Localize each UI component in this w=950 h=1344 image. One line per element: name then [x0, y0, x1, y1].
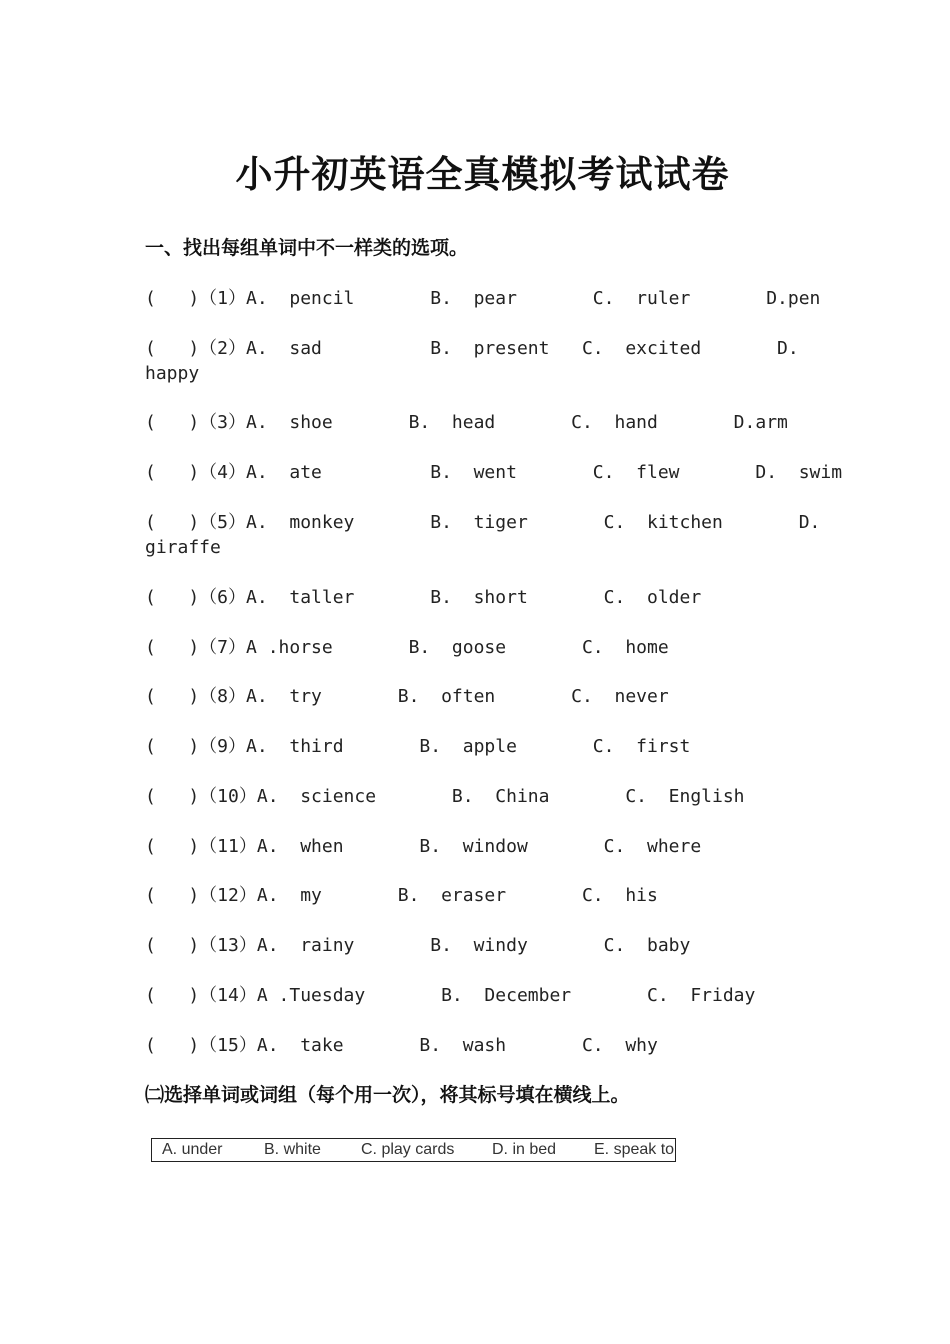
word-bank-item: A. under	[162, 1141, 223, 1158]
section-2-heading: ㈡选择单词或词组（每个用一次），将其标号填在横线上。	[145, 1084, 630, 1106]
page-title: 小升初英语全真模拟考试试卷	[235, 152, 730, 196]
question-row: ( )（9）A. third B. apple C. first	[145, 736, 691, 757]
question-row: ( )（4）A. ate B. went C. flew D. swim	[145, 462, 843, 483]
question-row: ( )（13）A. rainy B. windy C. baby	[145, 935, 691, 956]
word-bank-item: E. speak to	[594, 1141, 675, 1158]
word-bank-item: B. white	[264, 1141, 321, 1158]
question-row: ( )（14）A .Tuesday B. December C. Friday	[145, 985, 756, 1006]
question-row: ( )（3）A. shoe B. head C. hand D.arm	[145, 412, 788, 433]
question-row: ( )（11）A. when B. window C. where	[145, 836, 702, 857]
section-1-heading: 一、找出每组单词中不一样类的选项。	[145, 237, 469, 259]
question-row: ( )（7）A .horse B. goose C. home	[145, 637, 669, 658]
question-row: ( )（1）A. pencil B. pear C. ruler D.pen	[145, 288, 821, 309]
question-row: ( )（6）A. taller B. short C. older	[145, 587, 702, 608]
question-row: ( )（8）A. try B. often C. never	[145, 686, 669, 707]
word-bank-item: D. in bed	[492, 1141, 557, 1158]
question-row: ( )（15）A. take B. wash C. why	[145, 1035, 658, 1056]
word-bank-box	[151, 1138, 676, 1162]
question-row: ( )（12）A. my B. eraser C. his	[145, 885, 658, 906]
question-row: ( )（5）A. monkey B. tiger C. kitchen D. giraffe	[145, 512, 821, 558]
word-bank-item: C. play cards	[361, 1141, 455, 1158]
question-row: ( )（2）A. sad B. present C. excited D. happy	[145, 338, 799, 384]
question-row: ( )（10）A. science B. China C. English	[145, 786, 745, 807]
